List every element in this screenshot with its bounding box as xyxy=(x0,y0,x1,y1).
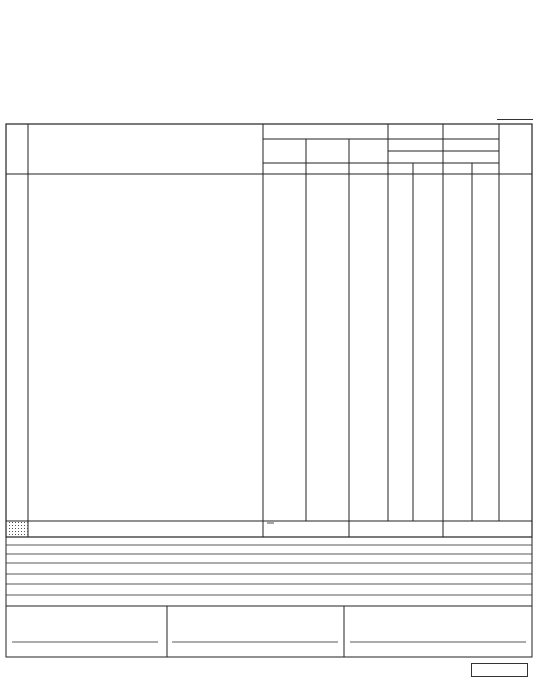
signatures-frame xyxy=(6,606,532,657)
form-code xyxy=(471,663,528,677)
notes-frame xyxy=(6,537,532,606)
main-table-frame xyxy=(6,124,532,537)
dotted-corner-cell xyxy=(7,521,28,536)
